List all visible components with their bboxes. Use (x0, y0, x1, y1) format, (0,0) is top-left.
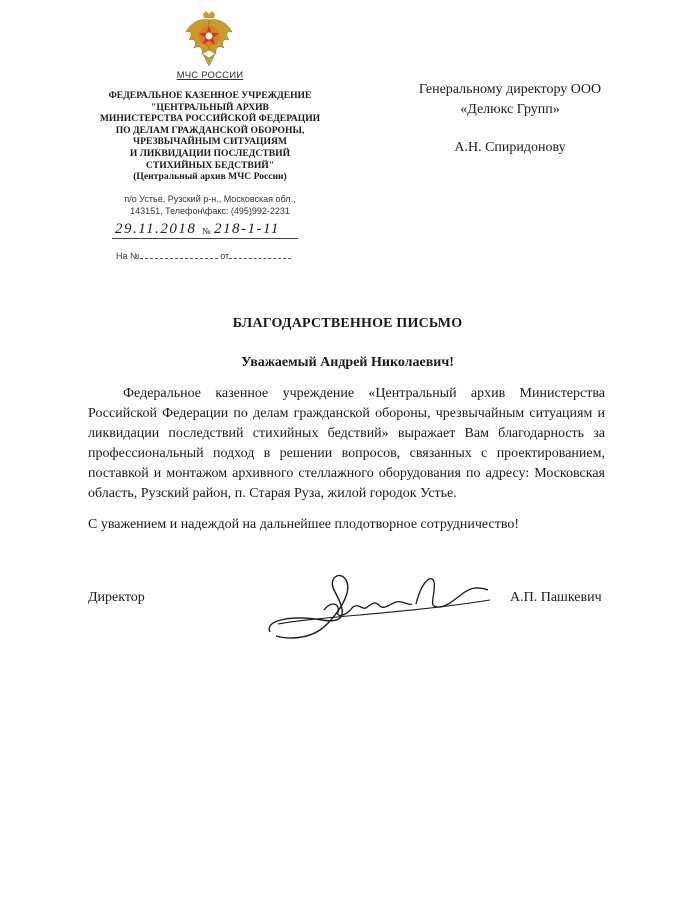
letter-body (88, 384, 605, 504)
addressee-block (395, 80, 625, 158)
sender-address-line: п/о Устье, Рузский р-н., Московская обл., (124, 193, 296, 204)
sender-block (88, 70, 332, 217)
mchs-emblem-icon (183, 10, 235, 70)
handwritten-signature (262, 560, 497, 645)
org-name-line: И ЛИКВИДАЦИИ ПОСЛЕДСТВИЙ (129, 147, 291, 159)
reference-line (116, 250, 291, 261)
org-name-line: ЧРЕЗВЫЧАЙНЫМ СИТУАЦИЯМ (133, 136, 287, 148)
registration-number: 218-1-11 (214, 221, 280, 237)
org-name-line: ПО ДЕЛАМ ГРАЖДАНСКОЙ ОБОРОНЫ, (115, 124, 305, 136)
reference-from-label: от (220, 251, 230, 261)
org-name-line: ФЕДЕРАЛЬНОЕ КАЗЕННОЕ УЧРЕЖДЕНИЕ (108, 90, 312, 101)
sender-phone-line: 143151, Телефон\факс: (495)992-2231 (130, 205, 290, 216)
registration-line (112, 223, 302, 241)
org-name-line: МИНИСТЕРСТВА РОССИЙСКОЙ ФЕДЕРАЦИИ (99, 113, 321, 125)
signer-name: А.П. Пашкевич (510, 590, 602, 605)
org-name-line: СТИХИЙНЫХ БЕДСТВИЙ" (145, 159, 275, 171)
letter-salutation: Уважаемый Андрей Николаевич! (241, 355, 454, 370)
ministry-short-name: МЧС РОССИИ (176, 70, 244, 81)
registration-number-label: № (202, 226, 211, 236)
addressee-company: «Делюкс Групп» (460, 102, 560, 117)
reference-date-blank (229, 250, 291, 259)
registration-date: 29.11.2018 (115, 221, 197, 237)
org-name-line: "ЦЕНТРАЛЬНЫЙ АРХИВ (151, 101, 269, 113)
registration-underline (112, 238, 298, 239)
letter-title: БЛАГОДАРСТВЕННОЕ ПИСЬМО (232, 316, 463, 331)
addressee-position: Генеральному директору ООО (418, 82, 602, 97)
reference-number-label: На № (116, 251, 140, 261)
letter-closing: С уважением и надеждой на дальнейшее плодотворное сотрудничество! (88, 517, 519, 532)
body-paragraph: Федеральное казенное учреждение «Центральный архив Министерства Российской Федерации по делам гражданской обороны, чрезвычайным ситуациям и ликвидации последствий стихийных бедствий» выражает Вам благодарность за профессиональный подход в решении вопросов, связанных с проектированием, поставкой и монтажом архивного стеллажного оборудования по адресу: Московская область, Рузский район, п. Старая Руза, жилой городок Устье. (88, 386, 605, 501)
org-short-name: (Центральный архив МЧС России) (133, 171, 287, 183)
addressee-name: А.Н. Спиридонову (454, 140, 566, 155)
reference-number-blank (140, 250, 218, 259)
signer-position: Директор (88, 590, 145, 605)
